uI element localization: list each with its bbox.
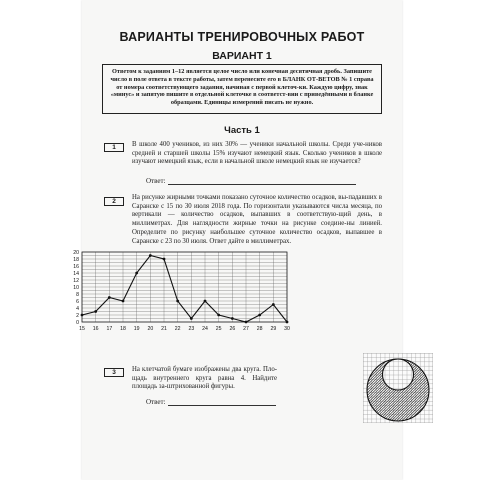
variant-heading: ВАРИАНТ 1: [212, 50, 272, 62]
question-text-1: В школе 400 учеников, из них 30% — ученики начальной школы. Среди уче-ников средней и старшей школы 15% изучают немецкий язык. Сколько учеников в школе изучают немецкий язык, если в начальной школе немецкий язык не изучается?: [132, 141, 382, 166]
data-point: [231, 317, 234, 320]
x-tick-label: 22: [174, 326, 181, 332]
answer-field-3[interactable]: [146, 398, 276, 406]
x-tick-label: 18: [120, 326, 126, 332]
y-tick-label: 20: [73, 250, 79, 256]
data-point: [272, 303, 275, 306]
question-text-3: На клетчатой бумаге изображены два круга. Пло-щадь внутреннего круга равна 4. Найдите площадь за-штрихованной фигуры.: [132, 366, 277, 391]
x-tick-label: 28: [256, 326, 263, 332]
y-tick-label: 10: [73, 285, 79, 291]
x-tick-label: 24: [202, 326, 208, 332]
question-number-3: 3: [104, 368, 124, 377]
answer-line[interactable]: [168, 178, 356, 185]
y-tick-label: 2: [76, 313, 79, 319]
data-point: [94, 310, 97, 313]
x-tick-label: 29: [270, 326, 277, 332]
x-tick-label: 25: [215, 326, 222, 332]
y-tick-labels: [73, 250, 79, 326]
data-point: [163, 258, 166, 261]
x-tick-label: 16: [92, 326, 99, 332]
answer-label: Ответ:: [146, 398, 166, 406]
y-tick-label: 4: [76, 306, 79, 312]
data-point: [204, 300, 207, 303]
y-tick-label: 0: [76, 320, 79, 326]
x-tick-label: 30: [284, 326, 290, 332]
answer-field-1[interactable]: [146, 177, 356, 185]
y-tick-label: 6: [76, 299, 79, 305]
data-point: [286, 321, 289, 324]
y-tick-label: 8: [76, 292, 79, 298]
series-line: [82, 256, 287, 323]
data-point: [245, 321, 248, 324]
y-tick-label: 14: [73, 271, 79, 277]
x-tick-label: 17: [106, 326, 113, 332]
x-tick-label: 15: [79, 326, 85, 332]
x-tick-label: 19: [133, 326, 140, 332]
circles-figure: [363, 353, 433, 423]
question-number-2: 2: [104, 197, 124, 206]
answer-line[interactable]: [168, 399, 276, 406]
question-number-1: 1: [104, 143, 124, 152]
y-tick-label: 12: [73, 278, 79, 284]
data-point: [176, 300, 179, 303]
answer-label: Ответ:: [146, 177, 166, 185]
data-point: [135, 272, 138, 275]
worksheet-page: [82, 0, 402, 480]
question-text-2: На рисунке жирными точками показано суточное количество осадков, вы-падавших в Саранске с 15 по 30 июля 2018 года. По горизонтали указываются числа месяца, по вертикали — количество осадков, выпавших в соответствую-щий день, в миллиметрах. Для наглядности жирные точки на рисунке соедине-ны линией. Определите по рисунку наибольшее суточное количество осадков, выпавшее в Саранске с 23 по 30 июля. Ответ дайте в миллиметрах.: [132, 194, 382, 245]
data-point: [190, 317, 193, 320]
series-points: [81, 254, 289, 323]
chart-grid: [82, 252, 287, 322]
part-heading: Часть 1: [224, 125, 260, 136]
x-tick-label: 21: [161, 326, 167, 332]
x-tick-labels: [79, 326, 290, 332]
x-tick-label: 23: [188, 326, 195, 332]
x-tick-label: 27: [243, 326, 249, 332]
x-tick-label: 20: [147, 326, 154, 332]
data-point: [108, 296, 111, 299]
page-title: ВАРИАНТЫ ТРЕНИРОВОЧНЫХ РАБОТ: [119, 30, 365, 44]
data-point: [81, 314, 84, 317]
y-tick-label: 18: [73, 257, 79, 263]
data-point: [149, 254, 152, 257]
instructions-box: Ответом к заданиям 1–12 является целое число или конечная десятичная дробь. Запишите число в поле ответа в тексте работы, затем перенесите его в БЛАНК ОТ-ВЕТОВ № 1 справа от номера соответствующего задания, начиная с первой клеточ-ки. Каждую цифру, знак «минус» и запятую пишите в отдельной клеточке в соответст-вии с приведёнными в бланке образцами. Единицы измерений писать не нужно.: [102, 64, 382, 114]
data-point: [258, 314, 261, 317]
data-point: [122, 300, 125, 303]
x-tick-label: 26: [229, 326, 236, 332]
y-tick-label: 16: [73, 264, 79, 270]
precipitation-chart: [52, 246, 362, 338]
data-point: [217, 314, 220, 317]
